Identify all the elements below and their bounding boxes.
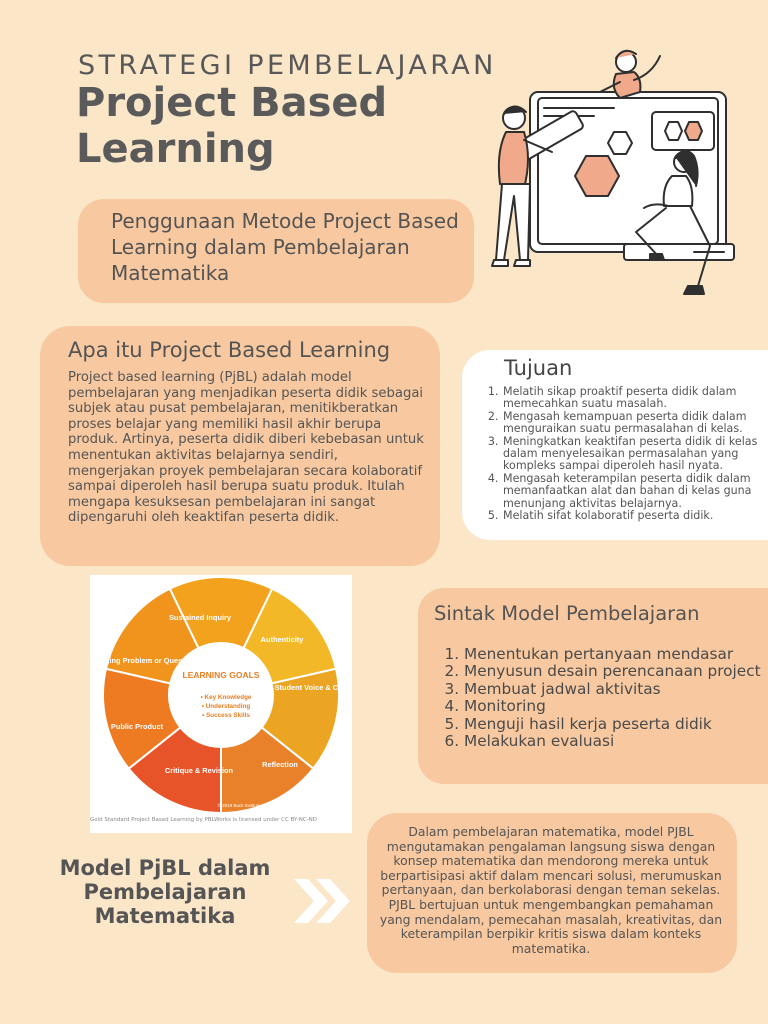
tujuan-list: [482, 386, 768, 522]
wheel-label-authenticity: Authenticity: [260, 635, 304, 644]
double-chevron-right-icon: [290, 873, 352, 929]
tujuan-box: [462, 350, 768, 540]
sintak-title: Sintak Model Pembelajaran: [434, 602, 700, 625]
sintak-list: [434, 646, 768, 750]
subtitle-box: [78, 199, 474, 303]
list-item: 1. Melatih sikap proaktif peserta didik dalam memecahkan suatu masalah.: [502, 386, 768, 411]
people-illustration-icon: [484, 40, 744, 330]
wheel-label-critique: Critique & Revision: [164, 766, 234, 775]
wheel-center-item: • Success Skills: [202, 712, 250, 719]
list-item: 6. Melakukan evaluasi: [464, 733, 768, 750]
what-is-text: Project based learning (PjBL) adalah model pembelajaran yang menjadikan peserta didik sebagai subjek atau pusat pembelajaran, menitikberatkan proses belajar yang memiliki hasil akhir berupa produk. Artinya, peserta didik diberi kebebasan untuk menentukan aktivitas belajarnya sendiri, mengerjakan proyek pembelajaran secara kolaboratif sampai diperoleh hasil berupa suatu produk. Itulah mengapa kesuksesan pembelajaran ini sangat dipengaruhi oleh keaktifan peserta didik.: [68, 370, 424, 526]
list-item: 1. Menentukan pertanyaan mendasar: [464, 646, 768, 663]
list-item: 3. Membuat jadwal aktivitas: [464, 681, 768, 698]
wheel-label-public-product: Public Product: [110, 722, 164, 731]
pbl-wheel-image: [90, 575, 352, 833]
model-summary-text: Dalam pembelajaran matematika, model PJBL mengutamakan pengalaman langsung siswa dengan konsep matematika dan mendorong mereka untuk berpartisipasi aktif dalam mencari solusi, merumuskan pertanyaan, dan berkolaborasi dengan teman sekelas. PJBL bertujuan untuk mengembangkan pemahaman yang mendalam, pemecahan masalah, kreativitas, dan keterampilan berpikir kritis siswa dalam konteks matematika.: [379, 824, 723, 956]
poster-kicker: STRATEGI PEMBELAJARAN: [78, 50, 497, 81]
subtitle-text: Penggunaan Metode Project Based Learning dalam Pembelajaran Matematika: [111, 209, 459, 285]
wheel-label-student-voice: Student Voice & Choice: [274, 683, 352, 692]
poster-title: Project Based Learning: [76, 80, 388, 172]
wheel-watermark: © 2019 Buck Institute for Education: [217, 803, 289, 808]
list-item: 4. Mengasah keterampilan peserta didik dalam memanfaatkan alat dan bahan di kelas guna menunjang aktivitas belajarnya.: [502, 473, 768, 510]
list-item: 5. Menguji hasil kerja peserta didik: [464, 716, 768, 733]
wheel-center-title: LEARNING GOALS: [182, 670, 260, 680]
list-item: 2. Menyusun desain perencanaan project: [464, 663, 768, 680]
model-title: Model PjBL dalam Pembelajaran Matematika: [59, 856, 271, 928]
pbl-wheel-diagram: [90, 575, 352, 833]
model-summary-box: [367, 813, 737, 973]
wheel-label-challenging: Challenging Problem or Question: [90, 656, 196, 665]
wheel-center-item: • Key Knowledge: [200, 694, 252, 701]
tujuan-title: Tujuan: [504, 356, 573, 380]
list-item: 2. Mengasah kemampuan peserta didik dalam menguraikan suatu permasalahan di kelas.: [502, 411, 768, 436]
wheel-label-reflection: Reflection: [262, 760, 298, 769]
wheel-label-sustained-inquiry: Sustained Inquiry: [168, 613, 232, 622]
list-item: 4. Monitoring: [464, 698, 768, 715]
wheel-caption: Gold Standard Project Based Learning by PBLWorks is licensed under CC BY-NC-ND: [90, 817, 317, 823]
list-item: 5. Melatih sifat kolaboratif peserta didik.: [502, 510, 768, 522]
list-item: 3. Meningkatkan keaktifan peserta didik di kelas dalam menyelesaikan permasalahan yang kompleks sampai diperoleh hasil nyata.: [502, 436, 768, 473]
what-is-title: Apa itu Project Based Learning: [68, 338, 391, 362]
wheel-center-item: • Understanding: [201, 703, 251, 710]
sintak-box: [418, 588, 768, 784]
what-is-pjbl-box: [40, 326, 440, 566]
